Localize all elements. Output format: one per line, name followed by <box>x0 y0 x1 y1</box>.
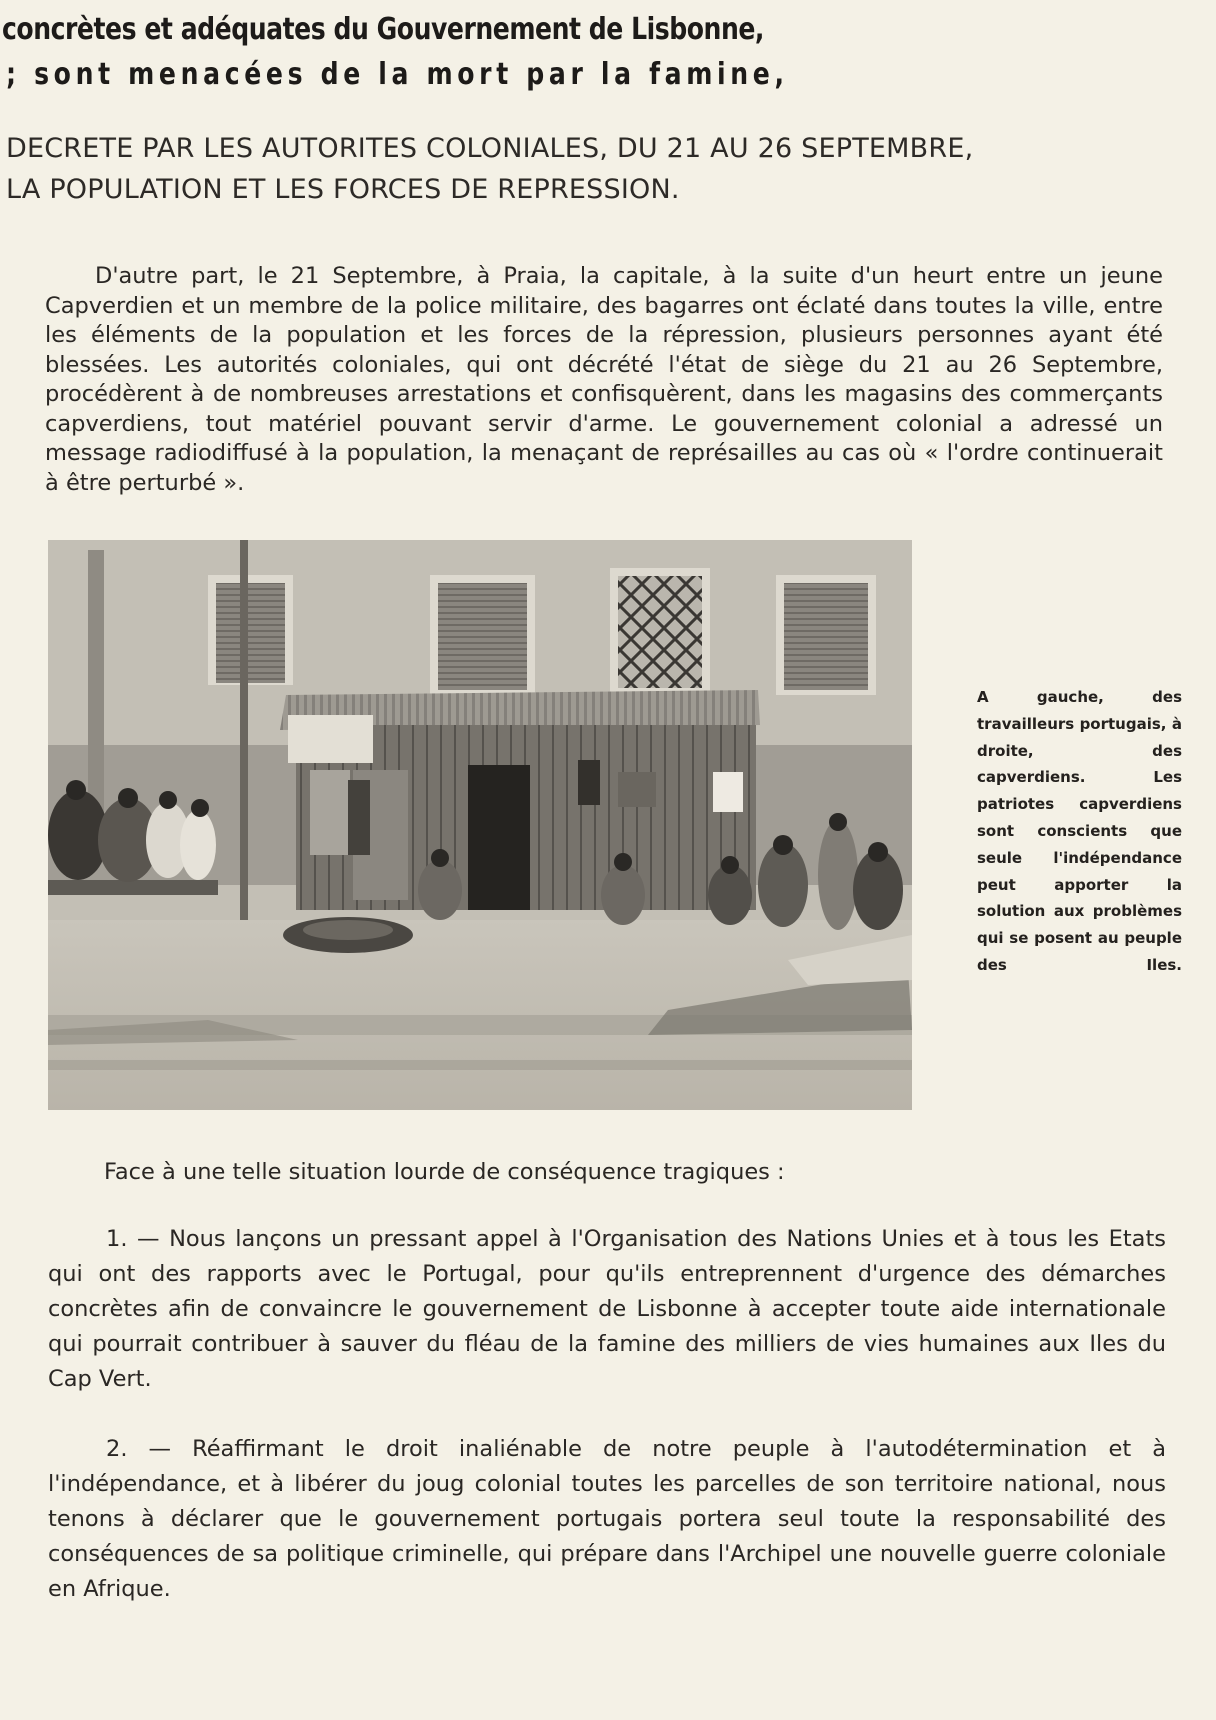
street-scene-photo <box>48 540 912 1110</box>
subheading-line-2: LA POPULATION ET LES FORCES DE REPRESSION. <box>6 174 680 205</box>
headline-line-2: ; sont menacées de la mort par la famine, <box>6 57 789 92</box>
body-point-2: 2. — Réaffirmant le droit inaliénable de notre peuple à l'autodétermination et à l'indépendance, et à libérer du joug colonial toutes les parcelles de son territoire national, nous tenons à déclarer que le gouvernement portugais portera seul toute la responsabilité des conséquences de sa politique criminelle, qui prépare dans l'Archipel une nouvelle guerre coloniale en Afrique. <box>48 1436 1166 1602</box>
subheading-line-1: DECRETE PAR LES AUTORITES COLONIALES, DU 21 AU 26 SEPTEMBRE, <box>6 133 974 164</box>
body-paragraph-1: D'autre part, le 21 Septembre, à Praia, la capitale, à la suite d'un heurt entre un jeune Capverdien et un membre de la police militaire, des bagarres ont éclaté dans toutes la ville, entre les éléments de la population et les forces de la répression, plusieurs personnes ayant été blessées. Les autorités coloniales, qui ont décrété l'état de siège du 21 au 26 Septembre, procédèrent à de nombreuses arrestations et confisquèrent, dans les magasins des commerçants capverdiens, tout matériel pouvant servir d'arme. Le gouvernement colonial a adressé un message radiodiffusé à la population, la menaçant de représailles au cas où « l'ordre continuerait à être perturbé ». <box>45 263 1163 496</box>
headline-line-1: concrètes et adéquates du Gouvernement de Lisbonne, <box>2 12 765 47</box>
body-point-1: 1. — Nous lançons un pressant appel à l'Organisation des Nations Unies et à tous les Etats qui ont des rapports avec le Portugal, pour qu'ils entreprennent d'urgence des démarches concrètes afin de convaincre le gouvernement de Lisbonne à accepter toute aide internationale qui pourrait contribuer à sauver du fléau de la famine des milliers de vies humaines aux Iles du Cap Vert. <box>48 1226 1166 1392</box>
photo-caption: A gauche, des travailleurs portugais, à droite, des capverdiens. Les patriotes capverdiens sont conscients que seule l'indépendance peut apporter la solution aux problèmes qui se posent au peuple des Iles. <box>977 688 1182 974</box>
body-intro-line: Face à une telle situation lourde de conséquence tragiques : <box>104 1159 785 1185</box>
photo-illustration <box>48 540 912 1110</box>
